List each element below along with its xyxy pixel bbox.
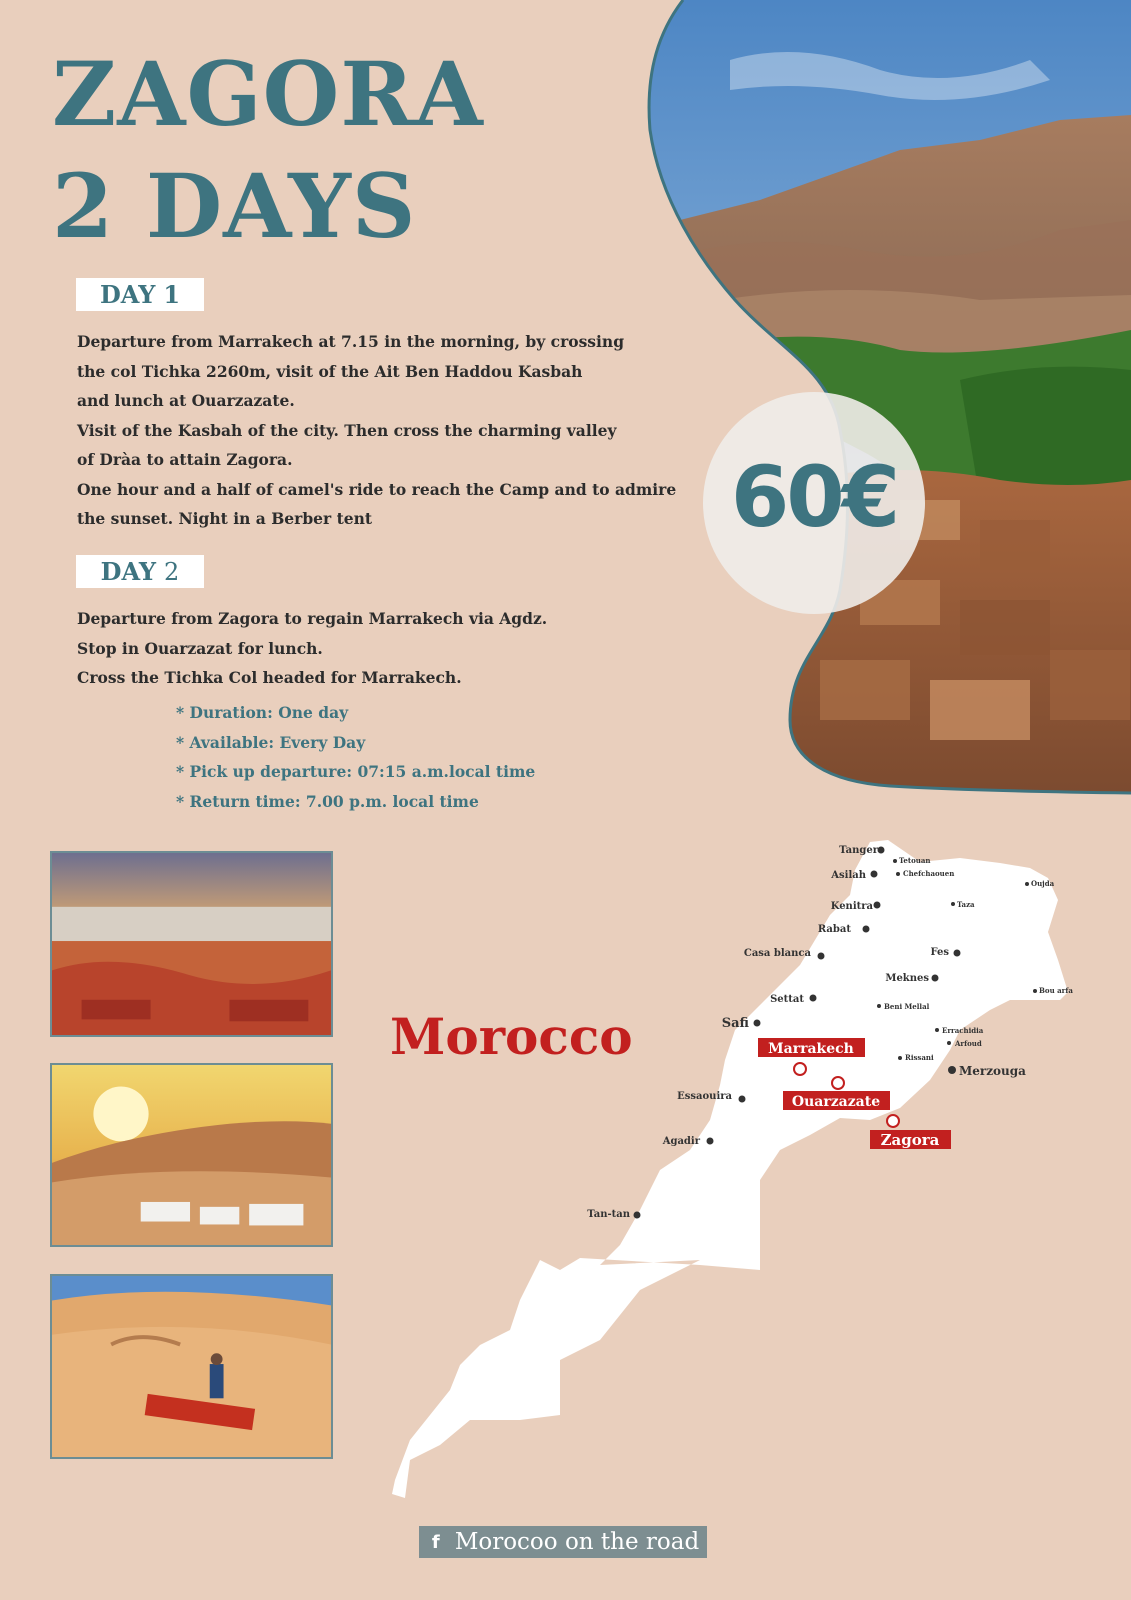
day1-line: of Dràa to attain Zagora. xyxy=(77,450,293,469)
facebook-icon: f xyxy=(431,1531,440,1553)
city-errachidia: Errachidia xyxy=(942,1026,984,1035)
day1-label: DAY xyxy=(99,280,156,309)
city-taza: Taza xyxy=(957,900,975,909)
day1-line: Visit of the Kasbah of the city. Then cross the charming valley xyxy=(77,420,617,440)
info-duration: * Duration: One day xyxy=(176,703,349,722)
day1-line: the sunset. Night in a Berber tent xyxy=(77,509,373,528)
day1-line: Departure from Marrakech at 7.15 in the morning, by crossing xyxy=(77,332,625,351)
day1-line: the col Tichka 2260m, visit of the Ait Ben Haddou Kasbah xyxy=(77,361,583,381)
day2-line: Cross the Tichka Col headed for Marrakech. xyxy=(77,668,462,687)
city-fes: Fes xyxy=(930,947,949,958)
city-essaouira: Essaouira xyxy=(677,1091,732,1102)
city-zagora: Zagora xyxy=(880,1131,940,1149)
city-ouarzazate: Ouarzazate xyxy=(791,1094,881,1110)
info-availability: * Available: Every Day xyxy=(176,732,366,752)
city-merzouga: Merzouga xyxy=(959,1064,1026,1078)
city-arfoud: Arfoud xyxy=(955,1039,982,1048)
city-meknes: Meknes xyxy=(885,973,929,984)
info-return: * Return time: 7.00 p.m. local time xyxy=(176,791,479,811)
city-rabat: Rabat xyxy=(817,924,851,935)
city-tanger: Tanger xyxy=(839,845,878,856)
city-settat: Settat xyxy=(770,994,804,1005)
price-text: 60€ xyxy=(730,448,898,546)
info-pickup: * Pick up departure: 07:15 a.m.local time xyxy=(176,762,536,781)
title-line-2: 2 DAYS xyxy=(52,154,417,258)
city-marrakech: Marrakech xyxy=(768,1041,854,1057)
city-chefchaouen: Chefchaouen xyxy=(903,869,955,878)
day1-number: 1 xyxy=(163,280,181,309)
city-tetouan: Tetouan xyxy=(899,856,931,865)
day1-line: and lunch at Ouarzazate. xyxy=(77,391,295,410)
city-benimellal: Beni Mellal xyxy=(884,1002,930,1011)
day2-line: Stop in Ouarzazat for lunch. xyxy=(77,638,323,658)
city-tantan: Tan-tan xyxy=(587,1209,630,1220)
facebook-page-name: Morocoo on the road xyxy=(454,1529,700,1555)
city-casablanca: Casa blanca xyxy=(743,948,811,959)
title-line-1: ZAGORA xyxy=(52,42,484,146)
city-bouarfa: Bou arfa xyxy=(1039,986,1073,995)
city-safi: Safi xyxy=(721,1016,749,1031)
facebook-page-badge[interactable] xyxy=(419,1526,707,1558)
city-kenitra: Kenitra xyxy=(830,901,873,912)
day1-line: One hour and a half of camel's ride to reach the Camp and to admire xyxy=(77,479,677,499)
city-oujda: Oujda xyxy=(1031,879,1055,888)
city-rissani: Rissani xyxy=(905,1053,934,1062)
day2-number: 2 xyxy=(164,557,180,586)
city-asilah: Asilah xyxy=(831,870,866,881)
morocco-country-shape xyxy=(392,840,1068,1498)
country-name: Morocco xyxy=(390,1007,633,1066)
city-agadir: Agadir xyxy=(662,1136,700,1147)
day2-label: DAY xyxy=(100,557,157,586)
day2-line: Departure from Zagora to regain Marrakech via Agdz. xyxy=(77,609,548,628)
